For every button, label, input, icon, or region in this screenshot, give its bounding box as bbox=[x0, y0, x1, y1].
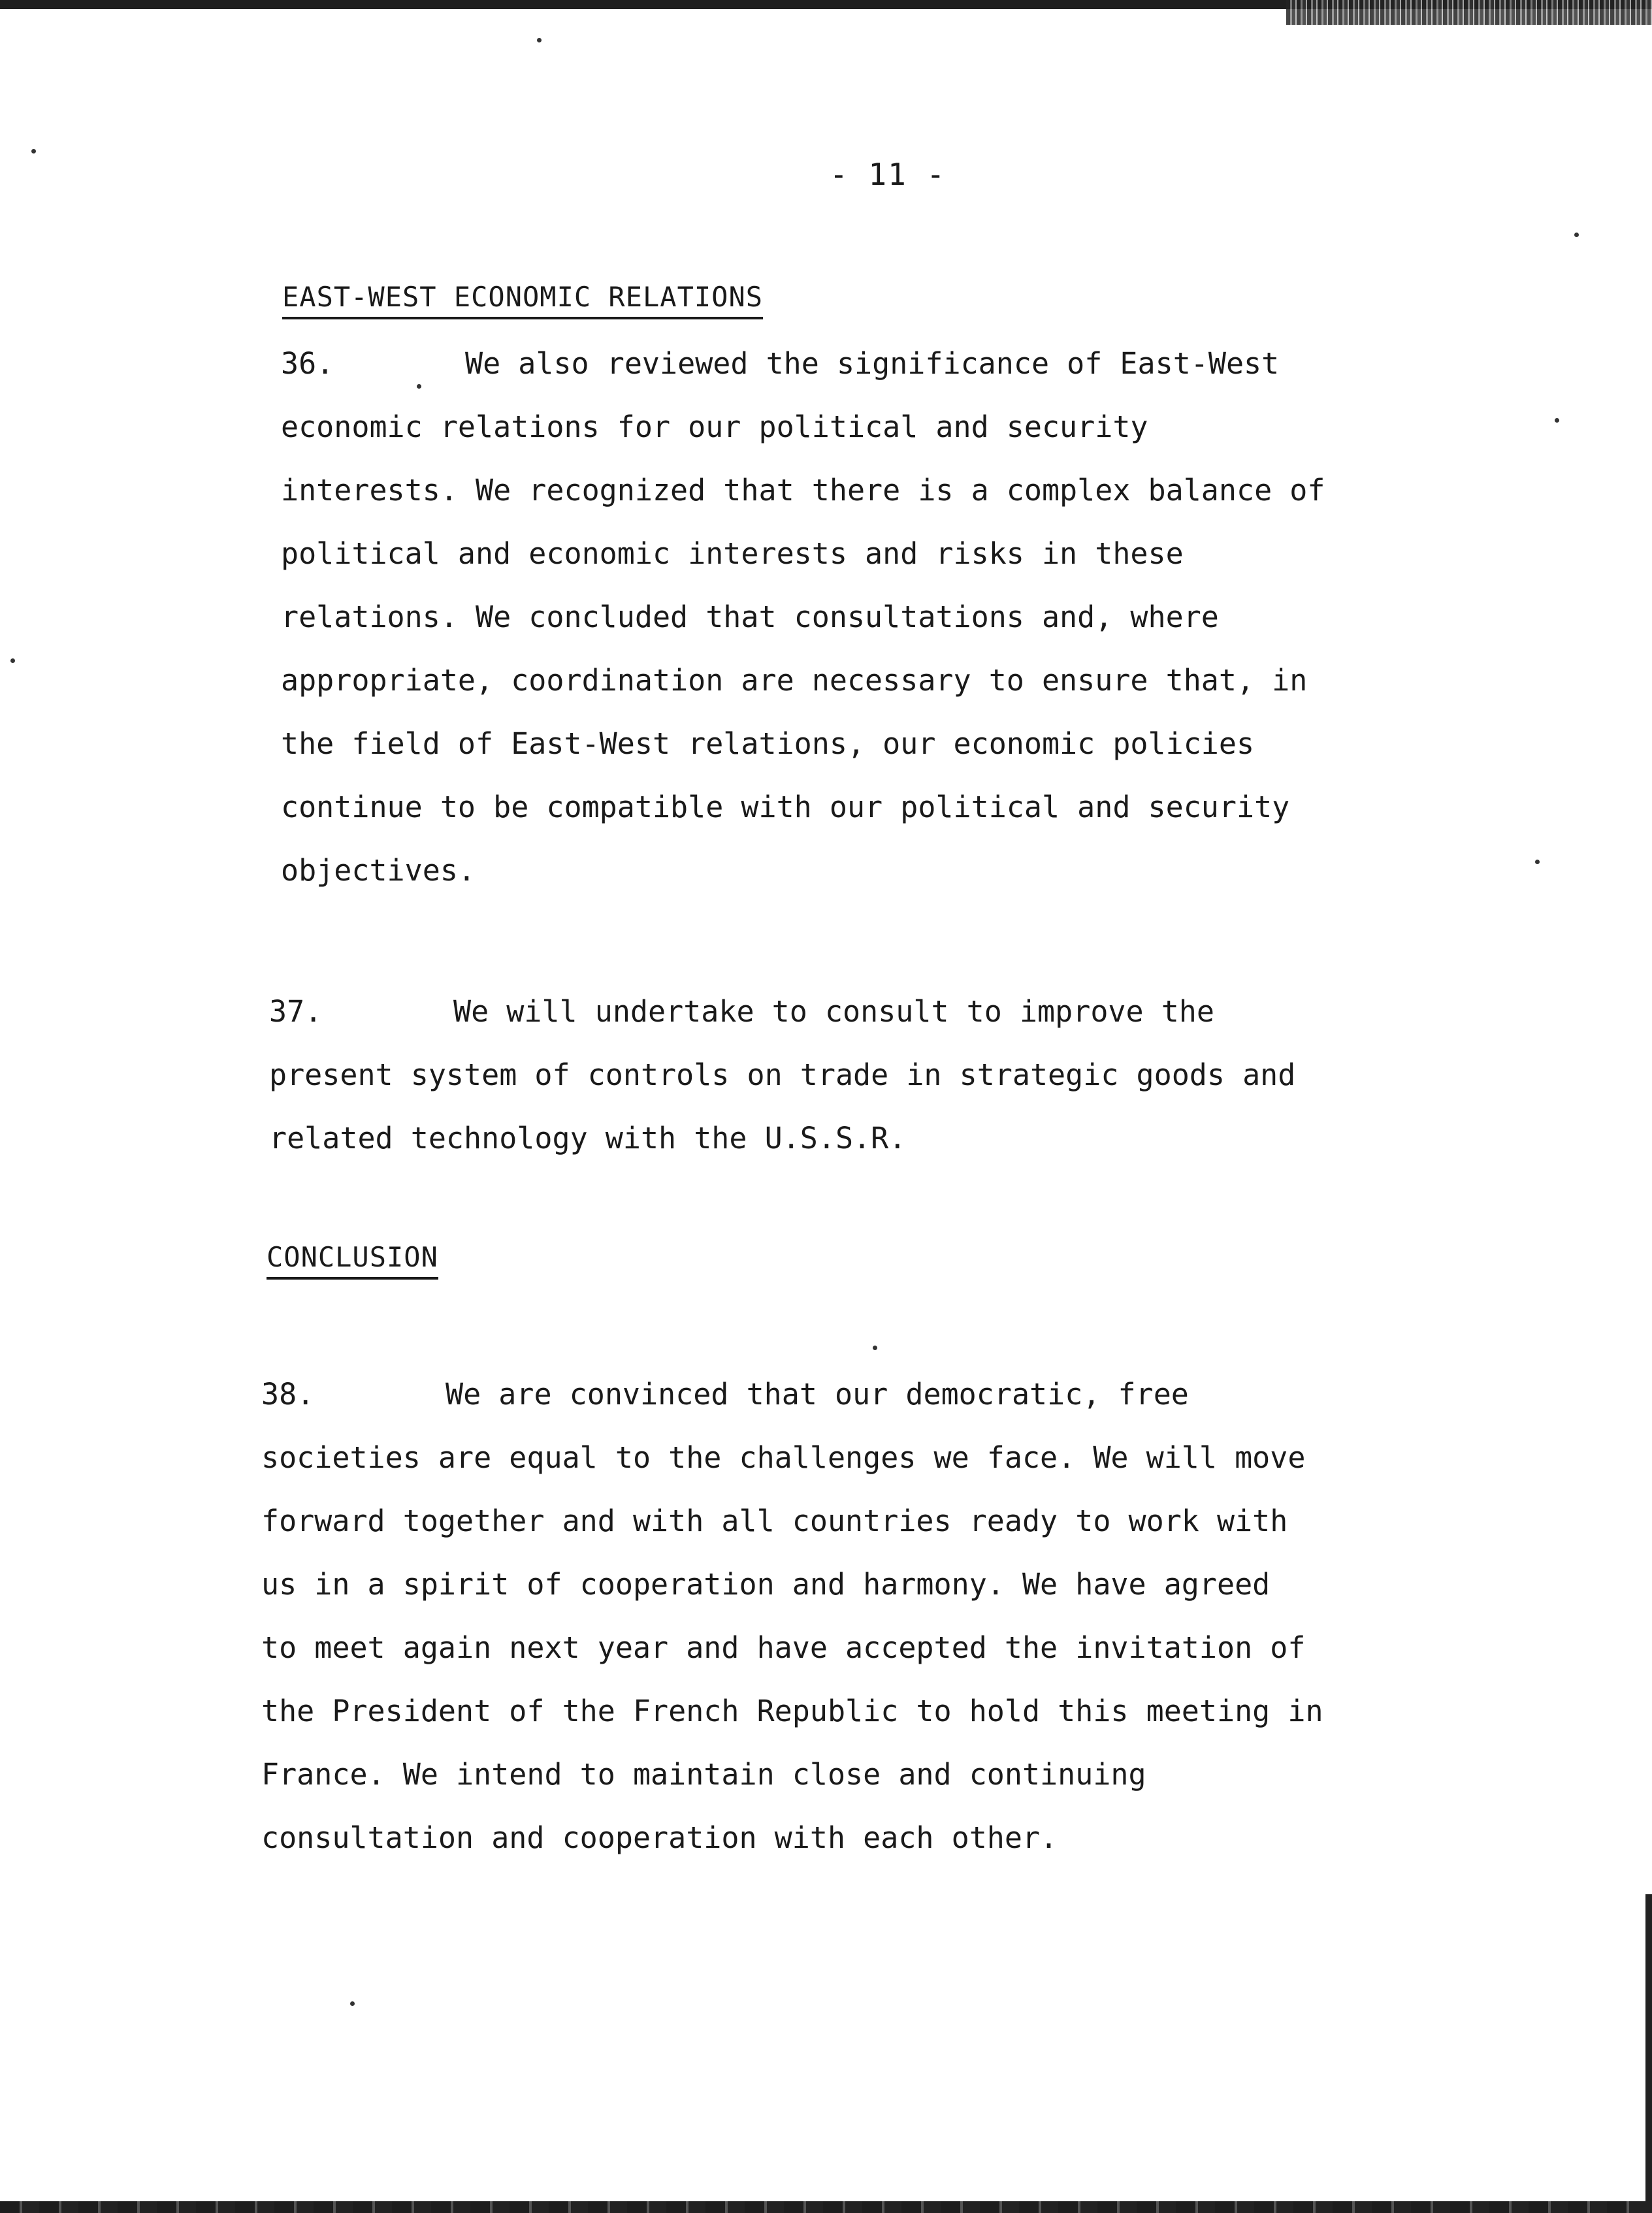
paragraph-line bbox=[269, 980, 1295, 1043]
paragraph-line: interests. We recognized that there is a complex balance of bbox=[281, 473, 1325, 508]
scan-speck bbox=[350, 2001, 355, 2006]
paragraph-number: 38. bbox=[261, 1377, 315, 1412]
paragraph-line: forward together and with all countries ready to work with bbox=[261, 1504, 1288, 1538]
paragraph-text: We will undertake to consult to improve the bbox=[453, 994, 1214, 1029]
paragraph-line: France. We intend to maintain close and continuing bbox=[261, 1757, 1146, 1792]
paragraph-line: us in a spirit of cooperation and harmony. We have agreed bbox=[261, 1567, 1271, 1602]
paragraph-line: continue to be compatible with our political and security bbox=[281, 790, 1290, 824]
paragraph-number: 36. bbox=[281, 346, 334, 381]
paragraph-line: appropriate, coordination are necessary to ensure that, in bbox=[281, 663, 1308, 698]
scan-speck bbox=[873, 1346, 877, 1350]
paragraph-line bbox=[261, 1363, 1323, 1426]
scan-speck bbox=[537, 38, 542, 42]
scan-speck bbox=[1535, 860, 1540, 864]
paragraph-line: objectives. bbox=[281, 853, 476, 888]
scan-speck bbox=[10, 658, 15, 663]
scan-border-bottom bbox=[0, 2201, 1652, 2213]
paragraph-line: political and economic interests and risks in these bbox=[281, 536, 1184, 571]
paragraph-36 bbox=[281, 332, 1325, 902]
paragraph-38 bbox=[261, 1363, 1323, 1869]
page-number: - 11 - bbox=[830, 157, 947, 192]
section-heading-conclusion: CONCLUSION bbox=[267, 1241, 438, 1280]
paragraph-text: We are convinced that our democratic, free bbox=[445, 1377, 1189, 1412]
scan-speck bbox=[31, 149, 36, 153]
paragraph-line: consultation and cooperation with each other. bbox=[261, 1820, 1058, 1855]
paragraph-line: related technology with the U.S.S.R. bbox=[269, 1121, 907, 1155]
paragraph-line: relations. We concluded that consultations and, where bbox=[281, 600, 1219, 634]
paragraph-line: economic relations for our political and security bbox=[281, 410, 1148, 444]
paragraph-line: present system of controls on trade in strategic goods and bbox=[269, 1058, 1296, 1092]
paragraph-line: the field of East-West relations, our economic policies bbox=[281, 726, 1255, 761]
scan-speck bbox=[1574, 233, 1579, 237]
scan-border-right bbox=[1645, 1894, 1652, 2213]
scan-noise-top bbox=[1286, 0, 1652, 25]
paragraph-text: We also reviewed the significance of East-West bbox=[465, 346, 1280, 381]
paragraph-line: to meet again next year and have accepted the invitation of bbox=[261, 1630, 1306, 1665]
paragraph-number: 37. bbox=[269, 994, 323, 1029]
paragraph-line: societies are equal to the challenges we face. We will move bbox=[261, 1440, 1306, 1475]
section-heading-east-west: EAST-WEST ECONOMIC RELATIONS bbox=[282, 281, 763, 319]
paragraph-37 bbox=[269, 980, 1295, 1170]
paragraph-line bbox=[281, 332, 1325, 395]
paragraph-line: the President of the French Republic to hold this meeting in bbox=[261, 1694, 1323, 1728]
scan-speck bbox=[1555, 418, 1559, 423]
